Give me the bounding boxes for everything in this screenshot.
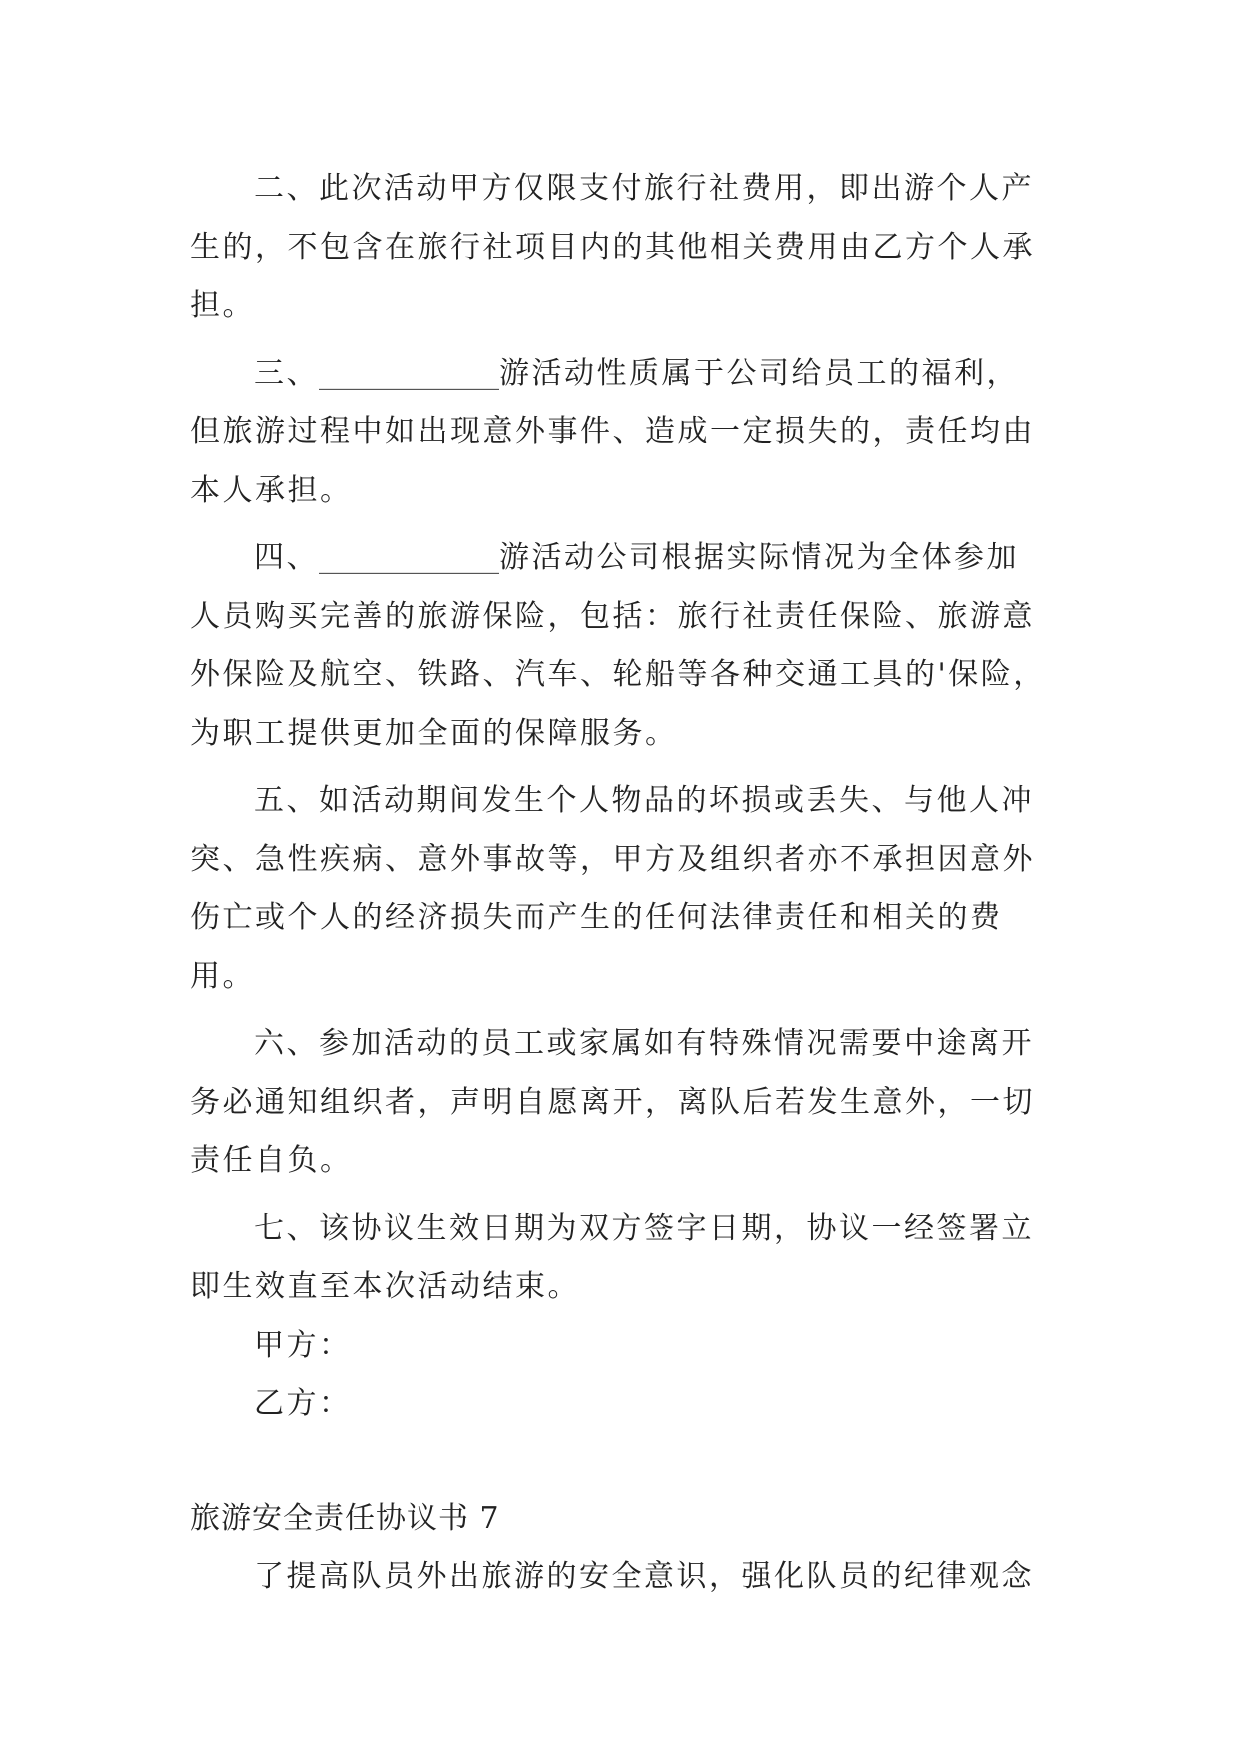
clause-line: 五、如活动期间发生个人物品的坏损或丢失、与他人冲 (254, 783, 1034, 818)
clause-line: 务必通知组织者，声明自愿离开，离队后若发生意外，一切 (190, 1084, 1035, 1120)
clause-line (190, 345, 1065, 404)
clause-text: 游活动公司根据实际情况为全体参加 (499, 540, 1019, 575)
clause-3 (190, 345, 1065, 521)
clause-line: 伤亡或个人的经济损失而产生的任何法律责任和相关的费 (190, 900, 1003, 935)
clause-5 (190, 772, 1065, 1006)
clause-lead: 三、 (254, 355, 319, 391)
clause-line: 七、该协议生效日期为双方签字日期，协议一经签署立 (254, 1210, 1034, 1246)
clause-line: 本人承担。 (190, 472, 353, 508)
clause-2 (190, 160, 1065, 336)
clause-4 (190, 529, 1065, 763)
clause-line: 人员购买完善的旅游保险，包括：旅行社责任保险、旅游意 (190, 598, 1035, 634)
party-b-label: 乙方： (254, 1386, 352, 1421)
clause-line: 六、参加活动的员工或家属如有特殊情况需要中途离开 (254, 1026, 1034, 1061)
intro-paragraph: 了提高队员外出旅游的安全意识，强化队员的纪律观念 (254, 1559, 1034, 1594)
section-title: 旅游安全责任协议书 7 (190, 1500, 500, 1536)
clause-line: 但旅游过程中如出现意外事件、造成一定损失的，责任均由 (190, 414, 1035, 449)
clause-text: 游活动性质属于公司给员工的福利， (499, 355, 1019, 391)
clause-line: 即生效直至本次活动结束。 (190, 1269, 580, 1304)
document-body (190, 160, 1065, 1607)
clause-line: 二、此次活动甲方仅限支付旅行社费用，即出游个人产 (254, 171, 1034, 206)
fill-in-blank[interactable]: ____________ (319, 355, 499, 391)
clause-7 (190, 1200, 1065, 1317)
clause-line: 为职工提供更加全面的保障服务。 (190, 715, 678, 751)
clause-line: 担。 (190, 288, 255, 323)
clause-line: 突、急性疾病、意外事故等，甲方及组织者亦不承担因意外 (190, 841, 1035, 877)
clause-6 (190, 1015, 1065, 1191)
clause-line: 外保险及航空、铁路、汽车、轮船等各种交通工具的'保险， (190, 657, 1046, 692)
clause-lead: 四、 (254, 540, 319, 575)
clause-line: 责任自负。 (190, 1143, 353, 1178)
party-a-label: 甲方： (254, 1327, 352, 1363)
clause-line (190, 529, 1065, 588)
clause-line: 用。 (190, 958, 255, 994)
clause-line: 生的，不包含在旅行社项目内的其他相关费用由乙方个人承 (190, 229, 1035, 265)
fill-in-blank[interactable]: ____________ (319, 540, 499, 575)
